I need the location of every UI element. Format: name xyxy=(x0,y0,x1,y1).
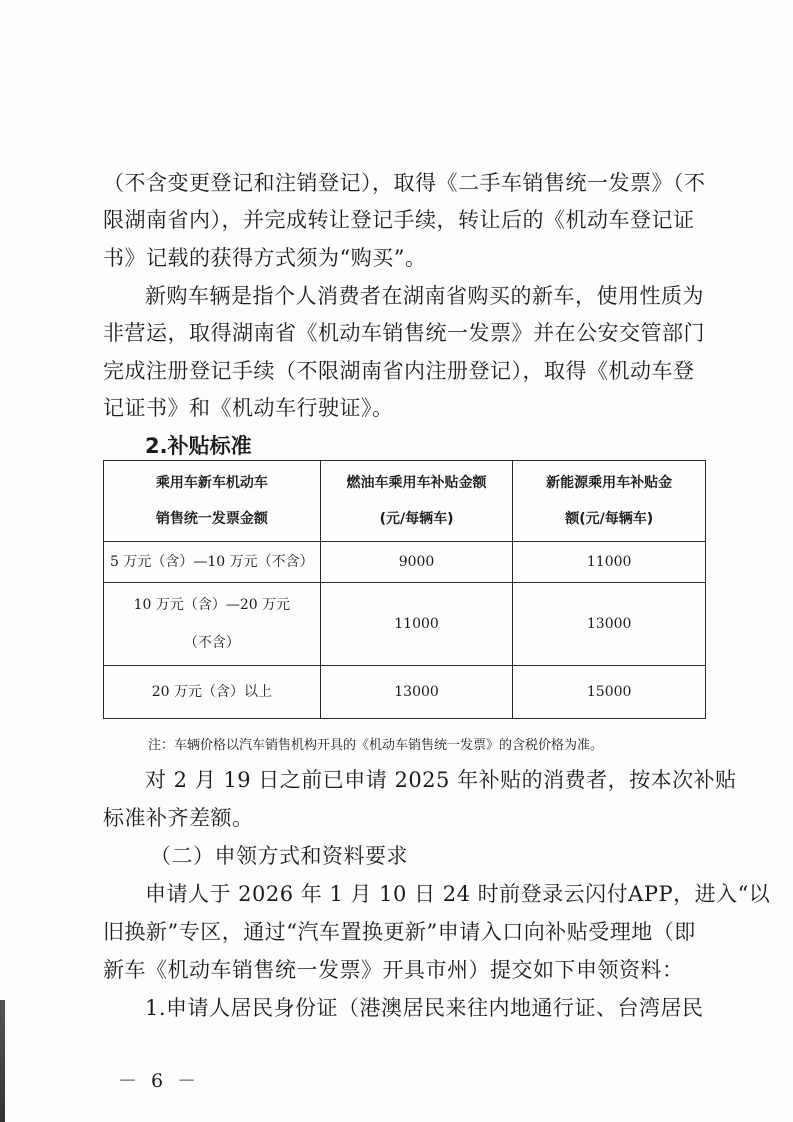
table-header-invoice-amount xyxy=(104,461,321,542)
table-row xyxy=(104,542,706,583)
fuel-subsidy-cell: 9000 xyxy=(320,542,513,583)
table-header-row xyxy=(104,461,706,542)
cell-text: （不含） xyxy=(183,635,240,651)
para3-line-1: 对 2 月 19 日之前已申请 2025 年补贴的消费者，按本次补贴 xyxy=(145,768,737,792)
header-text: 新能源乘用车补贴金 xyxy=(546,475,673,491)
nev-subsidy-cell: 11000 xyxy=(513,542,706,583)
scan-edge-mark xyxy=(0,1000,5,1122)
table-header-fuel-subsidy xyxy=(320,461,513,542)
para5-line-1: 1.申请人居民身份证（港澳居民来往内地通行证、台湾居民 xyxy=(145,996,704,1020)
para1-line-2: 限湖南省内），并完成转让登记手续，转让后的《机动车登记证 xyxy=(103,208,695,232)
header-text: (元/每辆车) xyxy=(379,511,454,527)
page-number: － 6 － xyxy=(118,1070,201,1092)
price-range-cell xyxy=(104,583,321,666)
table-row xyxy=(104,666,706,719)
cell-text: 20 万元（含）以上 xyxy=(151,684,272,700)
table-header-nev-subsidy xyxy=(513,461,706,542)
para4-line-2: 旧换新”专区，通过“汽车置换更新”申请入口向补贴受理地（即 xyxy=(103,920,696,944)
section-title-subsidy-standard: 2.补贴标准 xyxy=(145,434,252,458)
nev-subsidy-cell: 15000 xyxy=(513,666,706,719)
cell-text: 5 万元（含）—10 万元（不含） xyxy=(110,554,314,570)
para4-line-3: 新车《机动车销售统一发票》开具市州）提交如下申领资料： xyxy=(103,958,684,982)
para3-line-2: 标准补齐差额。 xyxy=(103,806,254,830)
price-range-cell xyxy=(104,666,321,719)
para1-line-1: （不含变更登记和注销登记），取得《二手车销售统一发票》（不 xyxy=(103,171,706,195)
para2-line-4: 记证书》和《机动车行驶证》。 xyxy=(103,396,394,420)
header-text: 额(元/每辆车) xyxy=(565,511,654,527)
fuel-subsidy-cell: 11000 xyxy=(320,583,513,666)
subsidy-table xyxy=(103,460,706,719)
para2-line-2: 非营运，取得湖南省《机动车销售统一发票》并在公安交管部门 xyxy=(103,321,705,345)
table-row xyxy=(104,583,706,666)
table-note: 注：车辆价格以汽车销售机构开具的《机动车销售统一发票》的含税价格为准。 xyxy=(148,738,604,753)
fuel-subsidy-cell: 13000 xyxy=(320,666,513,719)
para4-line-1: 申请人于 2026 年 1 月 10 日 24 时前登录云闪付APP，进入“以 xyxy=(145,882,771,906)
section2-title: （二）申领方式和资料要求 xyxy=(150,844,408,868)
header-text: 燃油车乘用车补贴金额 xyxy=(346,475,487,491)
para2-line-1: 新购车辆是指个人消费者在湖南省购买的新车，使用性质为 xyxy=(145,284,704,308)
para1-line-3: 书》记载的获得方式须为“购买”。 xyxy=(103,246,427,270)
header-text: 销售统一发票金额 xyxy=(155,511,268,527)
nev-subsidy-cell: 13000 xyxy=(513,583,706,666)
price-range-cell xyxy=(104,542,321,583)
para2-line-3: 完成注册登记手续（不限湖南省内注册登记），取得《机动车登 xyxy=(103,359,695,383)
header-text: 乘用车新车机动车 xyxy=(155,475,268,491)
cell-text: 10 万元（含）—20 万元 xyxy=(133,597,291,613)
